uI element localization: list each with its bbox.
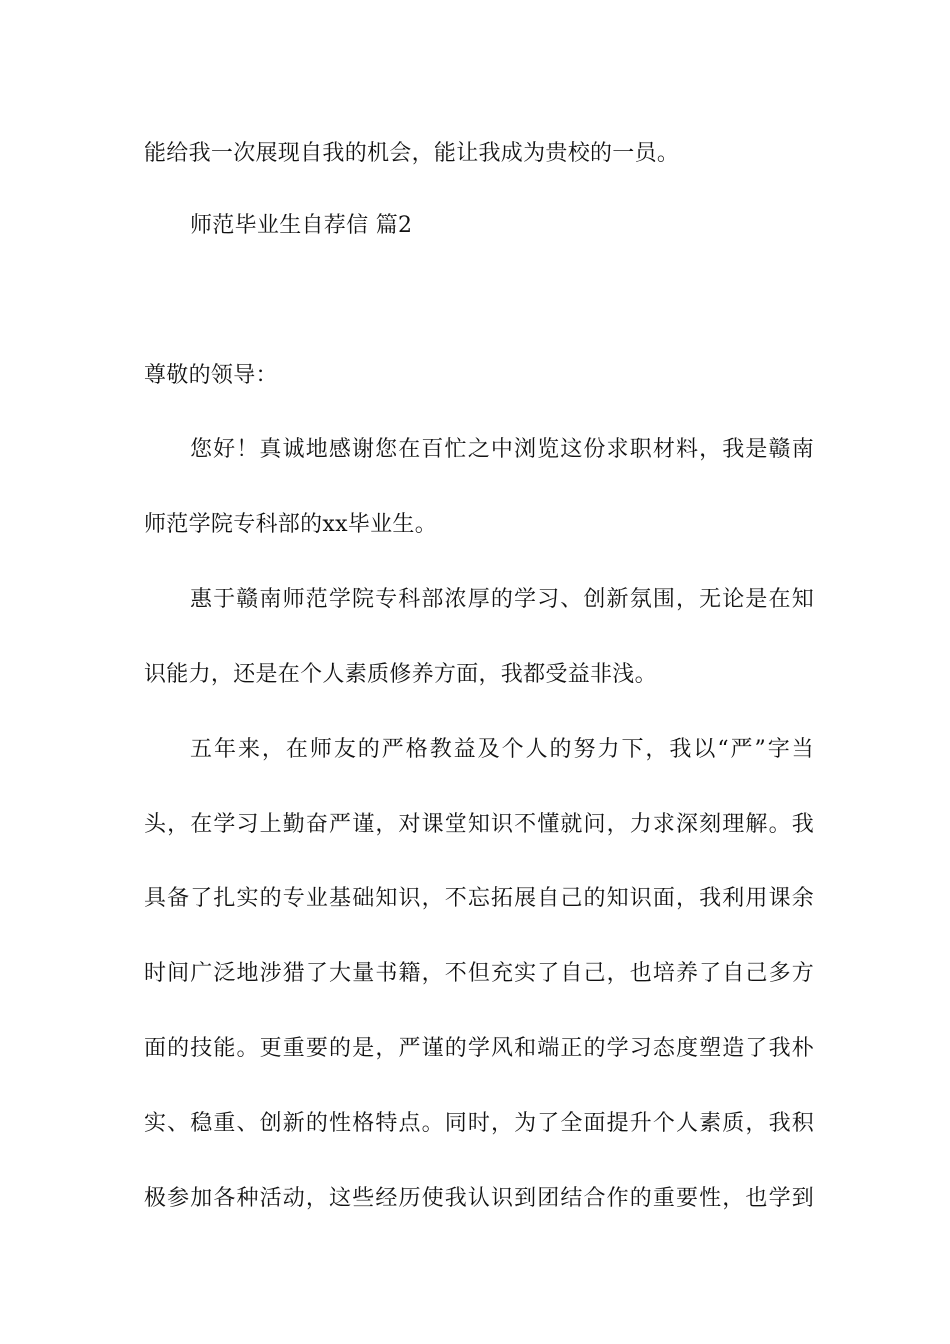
salutation: 尊敬的领导： [144,363,278,388]
section-heading: 师范毕业生自荐信 篇2 [190,213,413,238]
text-line-6: 惠于赣南师范学院专科部浓厚的学习、创新氛围，无论是在知 [190,587,814,612]
text-line-10: 具备了扎实的专业基础知识，不忘拓展自己的知识面，我利用课余 [144,886,814,911]
text-line-7: 识能力，还是在个人素质修养方面，我都受益非浅。 [144,662,657,687]
text-line-14: 极参加各种活动，这些经历使我认识到团结合作的重要性，也学到 [144,1186,814,1211]
text-line-11: 时间广泛地涉猎了大量书籍，不但充实了自己，也培养了自己多方 [144,961,814,986]
text-line-4: 您好！真诚地感谢您在百忙之中浏览这份求职材料，我是赣南 [190,437,814,462]
text-line-13: 实、稳重、创新的性格特点。同时，为了全面提升个人素质，我积 [144,1111,814,1136]
text-line-12: 面的技能。更重要的是，严谨的学风和端正的学习态度塑造了我朴 [144,1036,814,1061]
text-line-1: 能给我一次展现自我的机会，能让我成为贵校的一员。 [144,141,680,166]
text-line-9: 头，在学习上勤奋严谨，对课堂知识不懂就问，力求深刻理解。我 [144,812,814,837]
text-line-5: 师范学院专科部的xx毕业生。 [144,512,438,537]
text-line-8: 五年来，在师友的严格教益及个人的努力下，我以“严”字当 [190,737,814,762]
